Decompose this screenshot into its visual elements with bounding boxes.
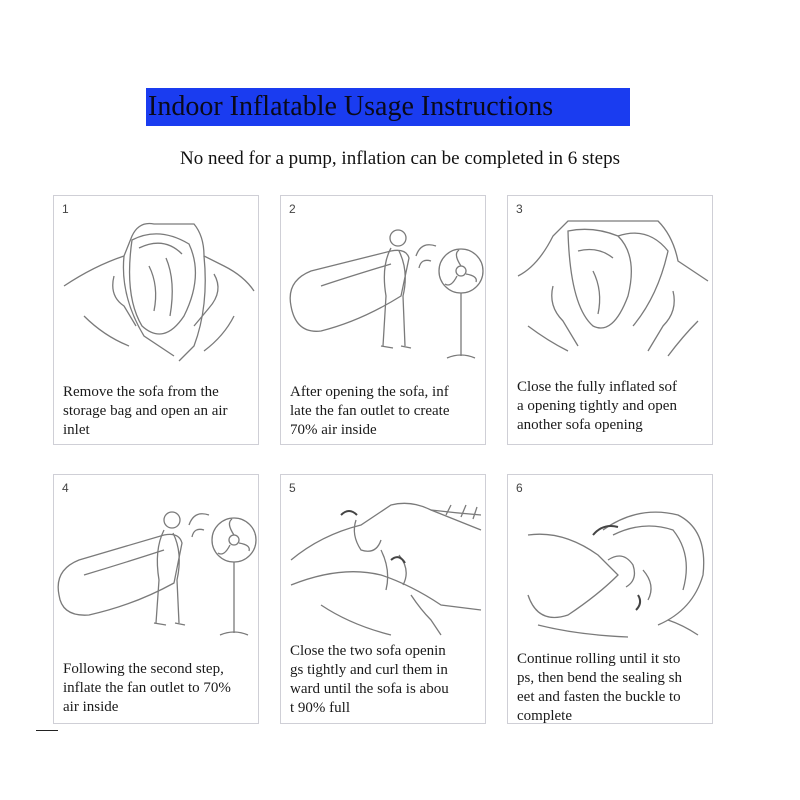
- step-caption: Close the fully inflated sof a opening tightly and open another sofa opening: [517, 379, 677, 433]
- step-caption: Remove the sofa from the storage bag and open an air inlet: [63, 384, 228, 438]
- hands-fastening-buckle-illustration: [508, 475, 714, 650]
- step-caption: After opening the sofa, inf late the fan outlet to create 70% air inside: [290, 384, 450, 438]
- hands-closing-opening-illustration: [508, 196, 714, 371]
- step-number: 6: [516, 481, 523, 495]
- step-number: 5: [289, 481, 296, 495]
- step-number: 2: [289, 202, 296, 216]
- step-number: 1: [62, 202, 69, 216]
- decorative-mark: [36, 730, 58, 731]
- step-panel-1: [53, 195, 259, 445]
- page-subtitle: No need for a pump, inflation can be completed in 6 steps: [179, 148, 621, 169]
- step-number: 4: [62, 481, 69, 495]
- step-panel-3: [507, 195, 713, 445]
- hands-curling-openings-illustration: [281, 475, 487, 650]
- step-panel-5: [280, 474, 486, 724]
- person-with-fan-illustration: [281, 196, 487, 371]
- step-caption: Following the second step, inflate the fan outlet to 70% air inside: [63, 661, 231, 715]
- page-title: Indoor Inflatable Usage Instructions: [146, 88, 630, 126]
- hands-opening-bag-illustration: [54, 196, 260, 371]
- step-panel-2: [280, 195, 486, 445]
- step-panel-4: [53, 474, 259, 724]
- step-caption: Continue rolling until it sto ps, then bend the sealing sh eet and fasten the buckle to complete: [517, 651, 682, 724]
- step-number: 3: [516, 202, 523, 216]
- step-panel-6: [507, 474, 713, 724]
- step-caption: Close the two sofa openin gs tightly and curl them in ward until the sofa is abou t 90% full: [290, 643, 449, 716]
- person-with-fan-illustration: [54, 475, 260, 650]
